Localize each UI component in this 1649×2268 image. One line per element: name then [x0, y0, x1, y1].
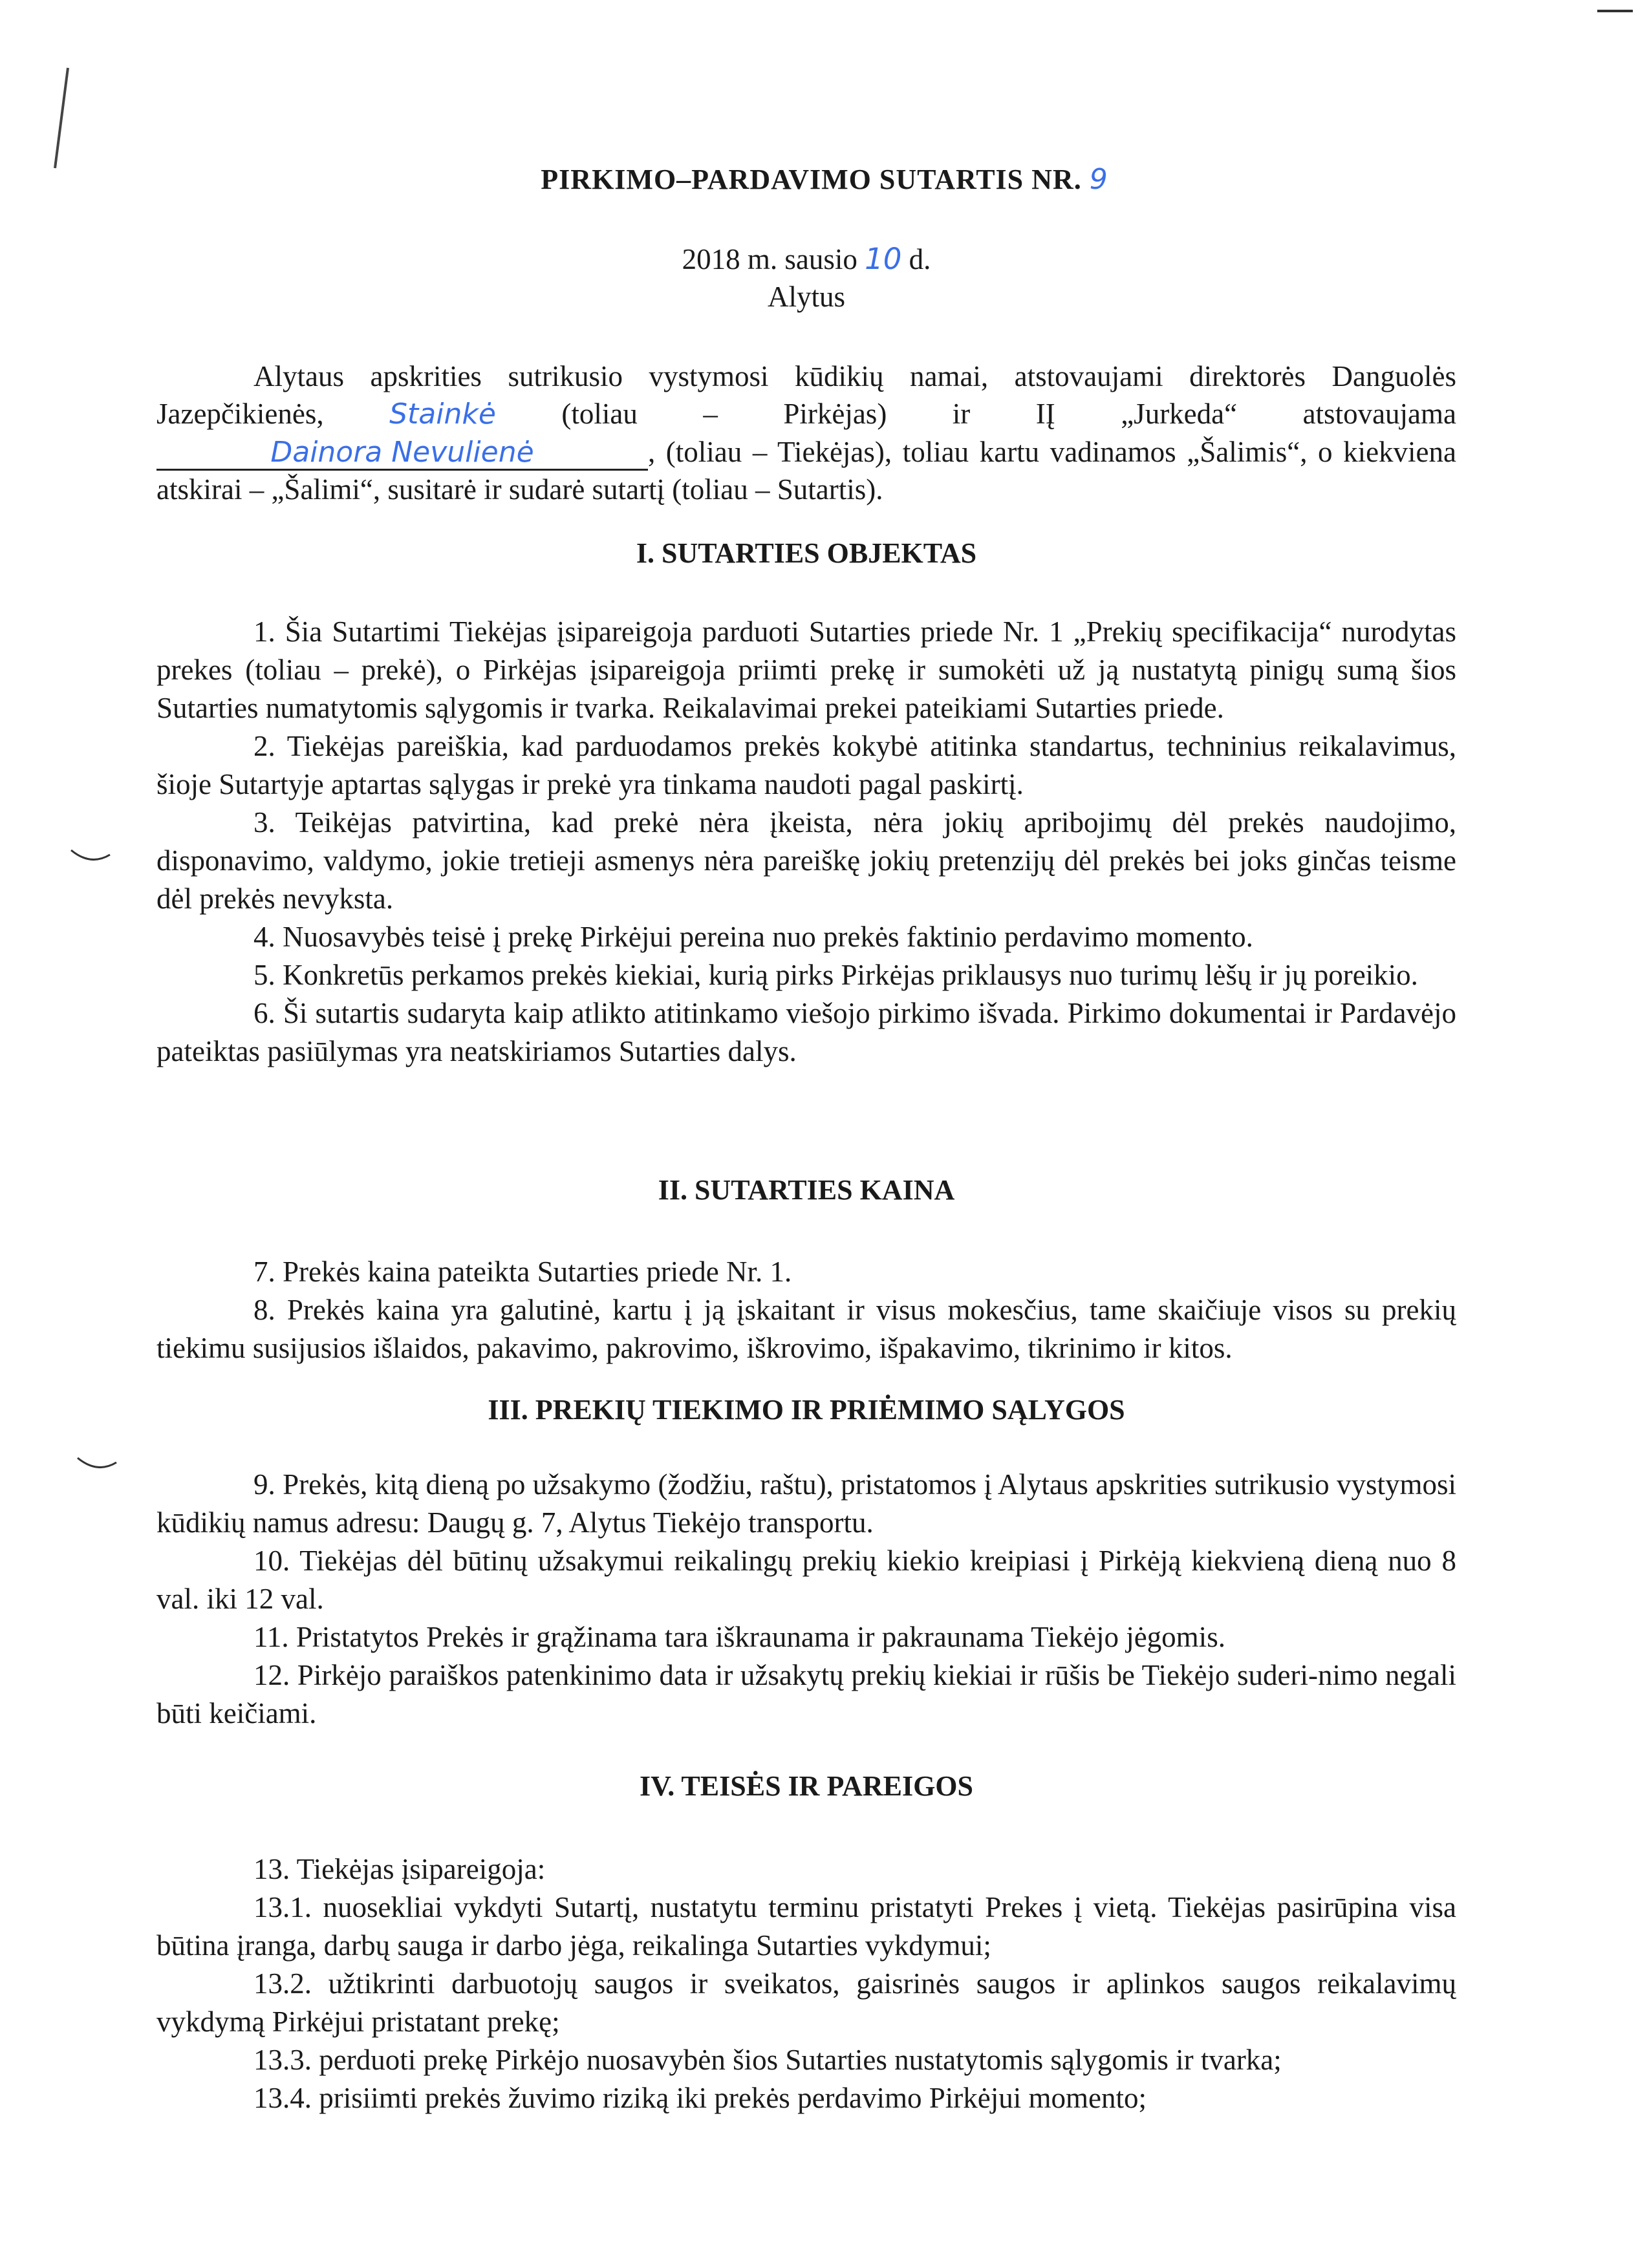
clause: 13.4. prisiimti prekės žuvimo riziką iki prekės perdavimo Pirkėjui momento;	[253, 2082, 1147, 2114]
clause: 12. Pirkėjo paraiškos patenkinimo data ir užsakytų prekių kiekiai ir rūšis be Tiekėjo suderi-nimo negali būti keičiami.	[156, 1659, 1456, 1729]
contract-date	[156, 241, 1456, 278]
clause: 13.1. nuosekliai vykdyti Sutartį, nustatytu terminu pristatyti Prekes į vietą. Tiekėjas pasirūpina visa būtina įranga, darbų sauga ir darbo jėga, reikalinga Sutarties vykdymui;	[156, 1891, 1456, 1962]
contract-place: Alytus	[767, 281, 845, 313]
intro-paragraph	[156, 358, 1456, 508]
handwritten-overlay	[389, 398, 496, 430]
contract-number-handwritten: 9	[1089, 163, 1108, 196]
section-heading-3: III. PREKIŲ TIEKIMO IR PRIĖMIMO SĄLYGOS	[488, 1394, 1125, 1426]
section-3-body	[156, 1466, 1456, 1733]
section-heading-4: IV. TEISĖS IR PAREIGOS	[640, 1770, 973, 1802]
section-2-body	[156, 1253, 1456, 1367]
intro-text-1: Alytaus apskrities sutrikusio vystymosi kūdikių namai, atstovaujami direktorės Danguolės Jazepčikienės,	[156, 360, 1456, 430]
clause: 10. Tiekėjas dėl būtinų užsakymui reikalingų prekių kiekio kreipiasi į Pirkėją kiekvieną dieną nuo 8 val. iki 12 val.	[156, 1545, 1456, 1615]
section-1-body	[156, 613, 1456, 1071]
clause: 13.2. užtikrinti darbuotojų saugos ir sveikatos, gaisrinės saugos ir aplinkos saugos reikalavimų vykdymą Pirkėjui pristatant prekę;	[156, 1967, 1456, 2038]
document-title	[0, 163, 1649, 196]
clause: 11. Pristatytos Prekės ir grąžinama tara iškraunama ir pakraunama Tiekėjo jėgomis.	[253, 1621, 1225, 1653]
punch-hole-mark	[68, 847, 113, 866]
clause: 9. Prekės, kitą dieną po užsakymo (žodžiu, raštu), pristatomos į Alytaus apskrities sutrikusio vystymosi kūdikių namus adresu: Daugų g. 7, Alytus Tiekėjo transportu.	[156, 1468, 1456, 1539]
clause: 8. Prekės kaina yra galutinė, kartu į ją įskaitant ir visus mokesčius, tame skaičiuje visos su prekių tiekimu susijusios išlaidos, pakavimo, pakrovimo, iškrovimo, išpakavimo, tikrinimo ir kitos.	[156, 1294, 1456, 1364]
clause: 1. Šia Sutartimi Tiekėjas įsipareigoja parduoti Sutarties priede Nr. 1 „Prekių specifikacija“ nurodytas prekes (toliau – prekė), o Pirkėjas įsipareigoja priimti prekę ir sumokėti už ją nustatytą pinigų sumą šios Sutarties numatytomis sąlygomis ir tvarka. Reikalavimai prekei pateikiami Sutarties priede.	[156, 615, 1456, 724]
clause: 6. Ši sutartis sudaryta kaip atlikto atitinkamo viešojo pirkimo išvada. Pirkimo dokumentai ir Pardavėjo pateiktas pasiūlymas yra neatskiriamos Sutarties dalys.	[156, 997, 1456, 1067]
section-heading-1: I. SUTARTIES OBJEKTAS	[636, 537, 977, 569]
date-suffix: d.	[909, 243, 931, 275]
section-4-body	[156, 1850, 1456, 2117]
title-text: PIRKIMO–PARDAVIMO SUTARTIS NR.	[541, 164, 1082, 195]
supplier-representative-field	[156, 436, 648, 471]
overlay-handwritten-name: Stainkė	[389, 398, 496, 431]
punch-hole-mark	[74, 1455, 120, 1474]
section-heading-2: II. SUTARTIES KAINA	[658, 1174, 955, 1206]
representative-name-handwritten: Dainora Nevulienė	[270, 436, 534, 469]
date-place	[156, 241, 1456, 316]
clause: 3. Teikėjas patvirtina, kad prekė nėra įkeista, nėra jokių apribojimų dėl prekės naudojimo, disponavimo, valdymo, jokie tretieji asmenys nėra pareiškę jokių pretenzijų dėl prekės bei joks ginčas teisme dėl prekės nevyksta.	[156, 806, 1456, 915]
clause: 7. Prekės kaina pateikta Sutarties priede Nr. 1.	[253, 1256, 792, 1288]
date-day-handwritten: 10	[865, 242, 902, 276]
clause: 5. Konkretūs perkamos prekės kiekiai, kurią pirks Pirkėjas priklausys nuo turimų lėšų ir jų poreikio.	[253, 959, 1418, 991]
clause: 13.3. perduoti prekę Pirkėjo nuosavybėn šios Sutarties nustatytomis sąlygomis ir tvarka;	[253, 2044, 1282, 2076]
clause: 4. Nuosavybės teisė į prekę Pirkėjui pereina nuo prekės faktinio perdavimo momento.	[253, 921, 1253, 953]
clause: 13. Tiekėjas įsipareigoja:	[253, 1853, 546, 1885]
date-prefix: 2018 m. sausio	[682, 243, 857, 275]
clause: 2. Tiekėjas pareiškia, kad parduodamos prekės kokybė atitinka standartus, techninius reikalavimus, šioje Sutartyje aptartas sąlygas ir prekė yra tinkama naudoti pagal paskirtį.	[156, 730, 1456, 800]
pen-stroke-mark	[48, 65, 74, 175]
intro-text-2: (toliau – Pirkėjas) ir IĮ „Jurkeda“ atstovaujama	[561, 398, 1456, 430]
edge-dash-mark	[1597, 8, 1636, 14]
intro-text-3: , (toliau – Tiekėjas), toliau kartu vadinamos „Šalimis“, o kiekviena atskirai – „Šalimi“, susitarė ir sudarė sutartį (toliau – Sutartis).	[156, 436, 1456, 506]
